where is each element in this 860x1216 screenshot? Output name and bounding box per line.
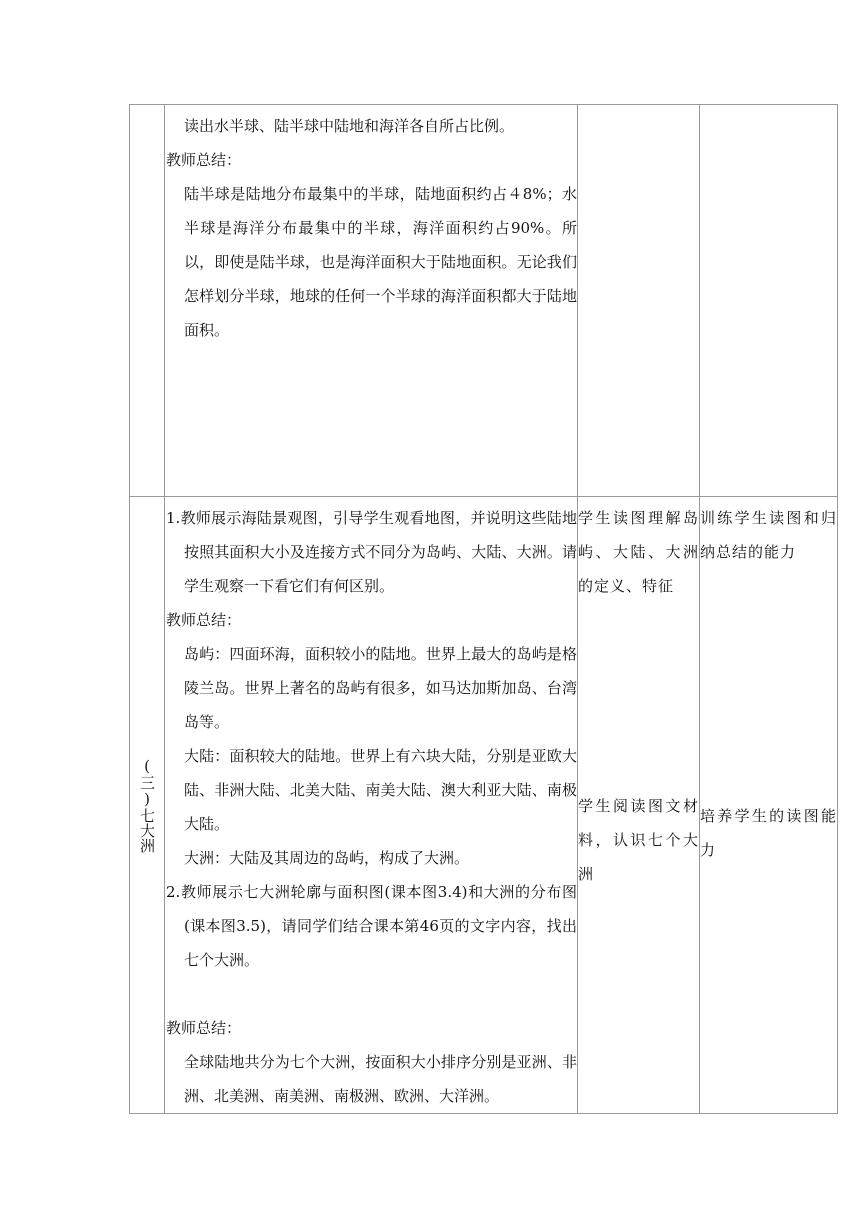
table-row [130, 105, 838, 497]
landmass-definition: 大洲：大陆及其周边的岛屿，构成了大洲。 [184, 849, 470, 867]
section-title: (三)七大洲 [138, 757, 156, 853]
teaching-activity-cell [165, 105, 578, 497]
summary-label: 教师总结： [166, 611, 242, 629]
student-activity-cell [578, 105, 700, 497]
table-row [130, 497, 838, 1114]
continent-definition: 大陆：面积较大的陆地。世界上有六块大陆，分别是亚欧大陆、非洲大陆、北美大陆、南美大陆、澳大利亚大陆、南极大陆。 [184, 747, 577, 833]
section-cell [130, 497, 165, 1114]
summary-text: 陆半球是陆地分布最集中的半球，陆地面积约占４8%；水半球是海洋分布最集中的半球，海洋面积约占90%。所以，即使是陆半球，也是海洋面积大于陆地面积。无论我们怎样划分半球，地球的任何一个半球的海洋面积都大于陆地面积。 [184, 185, 577, 339]
section-cell [130, 105, 165, 497]
lesson-plan-table [129, 104, 838, 1114]
design-purpose-cell [700, 105, 838, 497]
seven-continents-summary: 全球陆地共分为七个大洲，按面积大小排序分别是亚洲、非洲、北美洲、南美洲、南极洲、欧洲、大洋洲。 [184, 1053, 577, 1105]
island-definition: 岛屿：四面环海，面积较小的陆地。世界上最大的岛屿是格陵兰岛。世界上著名的岛屿有很多，如马达加斯加岛、台湾岛等。 [184, 645, 577, 731]
student-activity-cell [578, 497, 700, 1114]
design-purpose-2: 培养学生的读图能力 [700, 807, 837, 859]
activity-text: 读出水半球、陆半球中陆地和海洋各自所占比例。 [184, 117, 515, 135]
design-purpose-1: 训练学生读图和归纳总结的能力 [700, 509, 837, 561]
teaching-activity-cell [165, 497, 578, 1114]
student-activity-2: 学生阅读图文材料，认识七个大洲 [578, 797, 699, 883]
summary-label: 教师总结： [166, 1019, 242, 1037]
design-purpose-cell [700, 497, 838, 1114]
blank-line [166, 977, 577, 1011]
activity-item-2: 2.教师展示七大洲轮廓与面积图(课本图3.4)和大洲的分布图(课本图3.5)，请同学们结合课本第46页的文字内容，找出七个大洲。 [166, 883, 577, 969]
student-activity-1: 学生读图理解岛屿、大陆、大洲的定义、特征 [578, 509, 699, 595]
summary-label: 教师总结： [166, 151, 242, 169]
activity-item-1: 1.教师展示海陆景观图，引导学生观看地图，并说明这些陆地按照其面积大小及连接方式不同分为岛屿、大陆、大洲。请学生观察一下看它们有何区别。 [166, 509, 577, 595]
